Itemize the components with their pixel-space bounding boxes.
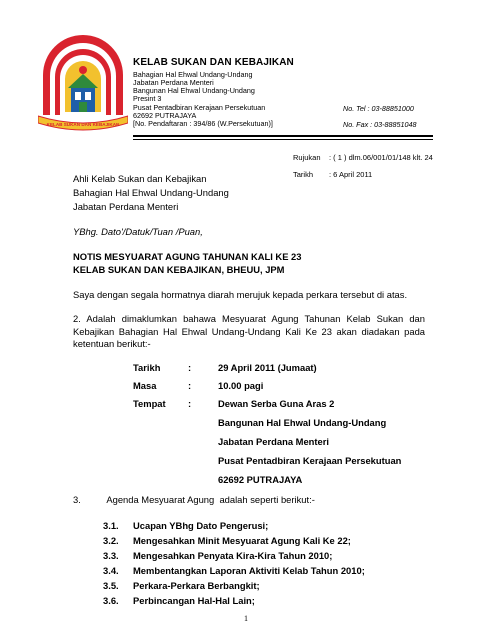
fax-number: No. Fax : 03-88851048 [343,120,417,129]
club-logo [38,30,128,135]
header-divider [133,139,433,140]
svg-text:KELAB SUKAN DAN KEBAJIKAN: KELAB SUKAN DAN KEBAJIKAN [46,122,120,127]
detail-colon: : [188,398,192,409]
address-line: Jabatan Perdana Menteri [133,78,214,87]
telephone-number: No. Tel : 03-88851000 [343,104,414,113]
agenda-item: Membentangkan Laporan Aktiviti Kelab Tahun 2010; [133,565,365,576]
address-line: Pusat Pentadbiran Kerajaan Persekutuan [133,103,266,112]
agenda-number: 3.5. [103,580,119,591]
agenda-number: 3.4. [103,565,119,576]
detail-label: Tarikh [133,362,161,373]
club-emblem-icon [38,30,128,135]
venue-line: 62692 PUTRAJAYA [218,474,303,485]
agenda-item: Perkara-Perkara Berbangkit; [133,580,260,591]
venue-line: Jabatan Perdana Menteri [218,436,329,447]
club-name-heading: KELAB SUKAN DAN KEBAJIKAN [133,57,294,68]
address-line: Presint 3 [133,94,162,103]
date-label: Tarikh [293,170,314,179]
recipient-line: Jabatan Perdana Menteri [73,201,179,212]
agenda-number: 3.2. [103,535,119,546]
detail-colon: : [188,362,192,373]
paragraph-agenda-intro: 3. Agenda Mesyuarat Agung adalah seperti berikut:- [73,494,315,505]
venue-line: Pusat Pentadbiran Kerajaan Persekutuan [218,455,402,466]
address-line: Bahagian Hal Ehwal Undang-Undang [133,70,253,79]
address-line: Bangunan Hal Ehwal Undang-Undang [133,86,255,95]
address-line: 62692 PUTRAJAYA [133,111,197,120]
subject-line: KELAB SUKAN DAN KEBAJIKAN, BHEUU, JPM [73,264,285,275]
detail-value: 10.00 pagi [218,380,264,391]
agenda-item: Ucapan YBhg Dato Pengerusi; [133,520,269,531]
paragraph-notice: 2. Adalah dimaklumkan bahawa Mesyuarat Agung Tahunan Kelab Sukan dan Kebajikan Bahagian Hal Ehwal Undang-Undang Kali Ke 23 akan diadakan pada ketentuan berikut:- [73,313,425,349]
recipient-line: Ahli Kelab Sukan dan Kebajikan [73,173,207,184]
agenda-item: Mengesahkan Minit Mesyuarat Agung Kali Ke 22; [133,535,351,546]
detail-label: Masa [133,380,157,391]
agenda-item: Perbincangan Hal-Hal Lain; [133,595,255,606]
date-value: : 6 April 2011 [329,170,373,179]
detail-value: Dewan Serba Guna Aras 2 [218,398,335,409]
salutation: YBhg. Dato'/Datuk/Tuan /Puan, [73,226,203,237]
venue-line: Bangunan Hal Ehwal Undang-Undang [218,417,387,428]
detail-value: 29 April 2011 (Jumaat) [218,362,317,373]
agenda-number: 3.3. [103,550,119,561]
registration-number: [No. Pendaftaran : 394/86 (W.Persekutuan)] [133,119,273,128]
agenda-number: 3.1. [103,520,119,531]
subject-line: NOTIS MESYUARAT AGUNG TAHUNAN KALI KE 23 [73,251,302,262]
reference-label: Rujukan [293,153,321,162]
recipient-line: Bahagian Hal Ehwal Undang-Undang [73,187,229,198]
page-number: 1 [244,614,248,623]
header-divider [133,135,433,137]
agenda-item: Mengesahkan Penyata Kira-Kira Tahun 2010; [133,550,333,561]
detail-label: Tempat [133,398,166,409]
reference-value: : ( 1 ) dlm.06/001/01/148 klt. 24 [329,153,433,162]
agenda-number: 3.6. [103,595,119,606]
detail-colon: : [188,380,192,391]
paragraph-intro: Saya dengan segala hormatnya diarah merujuk kepada perkara tersebut di atas. [73,289,408,300]
